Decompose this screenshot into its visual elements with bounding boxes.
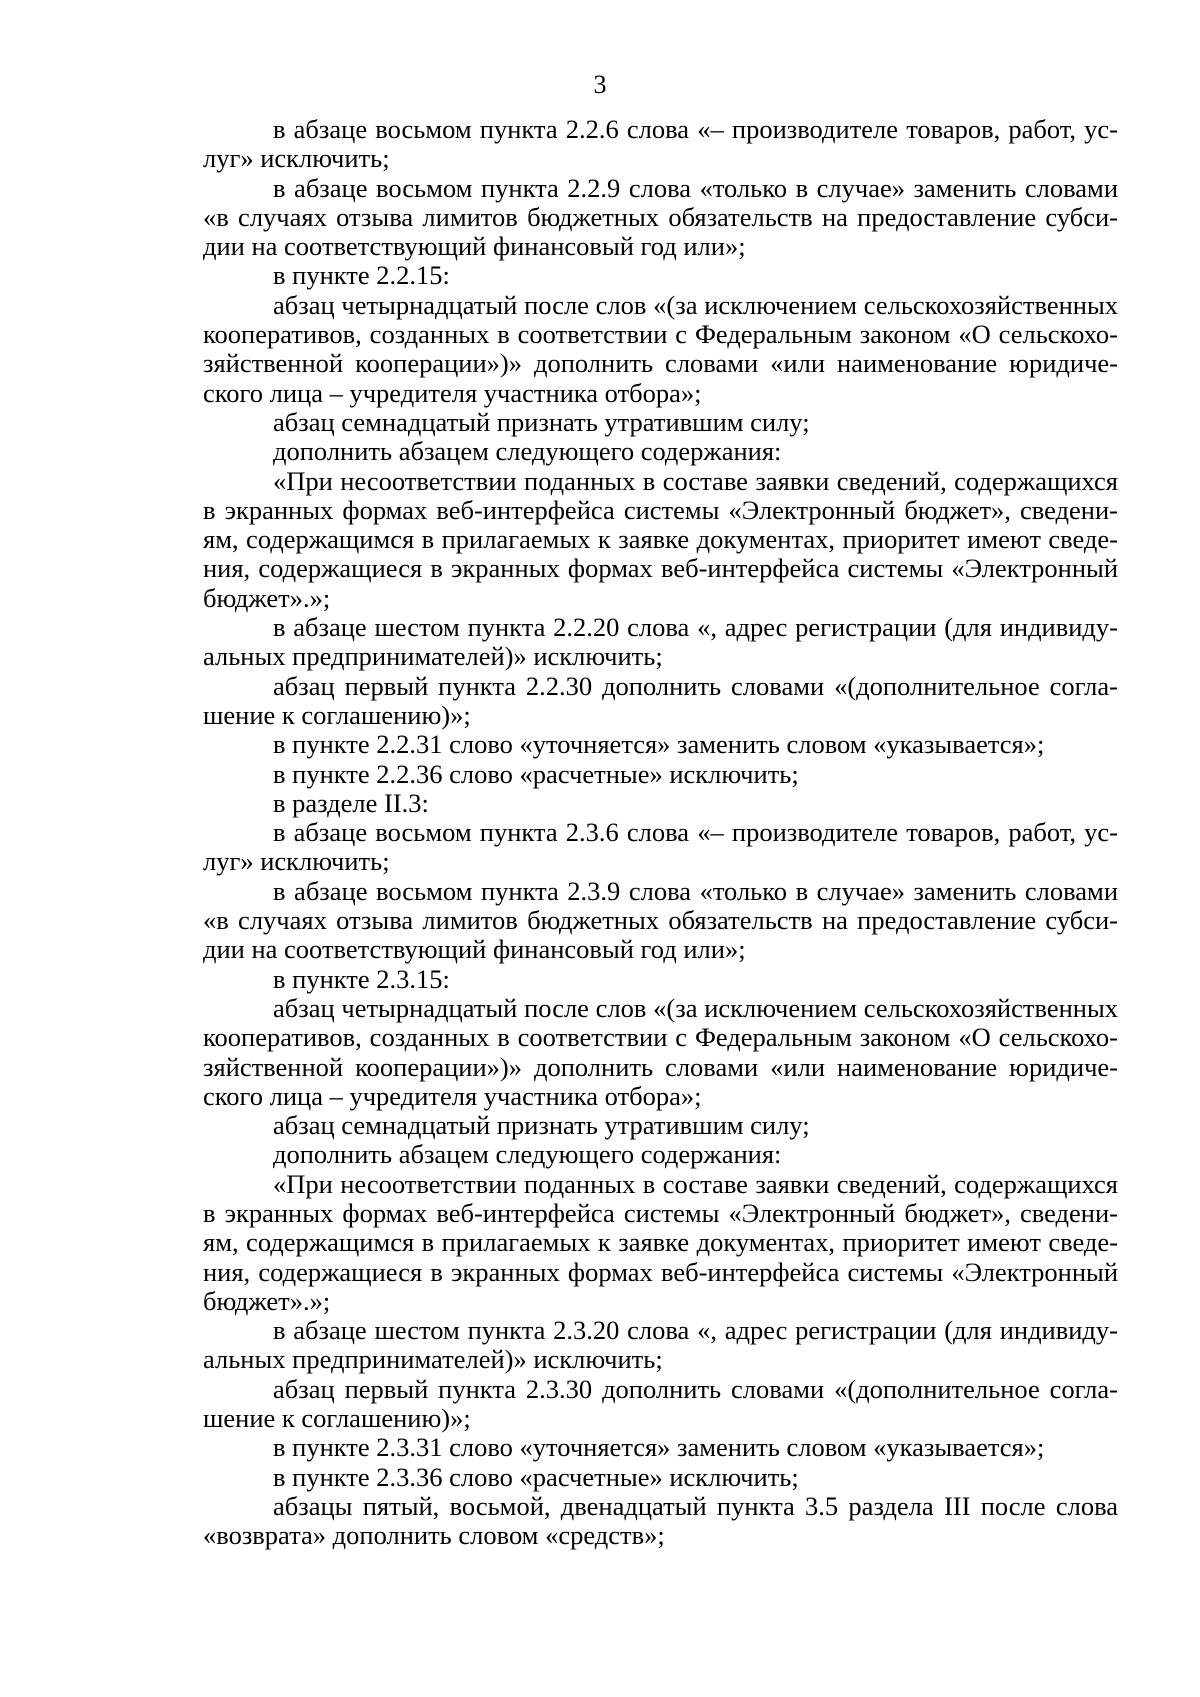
paragraph: абзац семнадцатый признать утратившим силу; (273, 406, 810, 437)
paragraph: абзац первый пункта 2.2.30 дополнить словами «(дополнительное соглашение к соглашению)»; (203, 670, 1118, 730)
document-body (203, 115, 1118, 1551)
paragraph: в пункте 2.3.15: (273, 963, 450, 994)
paragraph: абзацы пятый, восьмой, двенадцатый пункта 3.5 раздела III после слова «возврата» дополнить словом «средств»; (203, 1490, 1118, 1551)
paragraph: в абзаце восьмом пункта 2.2.6 слова «– производителе товаров, работ, услуг» исключить; (203, 114, 1118, 174)
paragraph: абзац четырнадцатый после слов «(за исключением сельскохозяйственных кооперативов, созданных в соответствии с Федеральным законом «О сельскохозяйственной кооперации»)» дополнить словами «или наименование юридического лица – учредителя участника отбора»; (203, 289, 1118, 408)
paragraph: в пункте 2.3.31 слово «уточняется» заменить словом «указывается»; (273, 1432, 1045, 1463)
paragraph: в абзаце шестом пункта 2.3.20 слова «, адрес регистрации (для индивидуальных предпринимателей)» исключить; (203, 1315, 1118, 1375)
paragraph: в пункте 2.2.36 слово «расчетные» исключить; (273, 758, 799, 789)
paragraph: в абзаце восьмом пункта 2.2.9 слова «только в случае» заменить словами «в случаях отзыва лимитов бюджетных обязательств на предоставление субсидии на соответствующий финансовый год или»; (203, 172, 1118, 262)
page-number: 3 (593, 70, 607, 99)
paragraph: в абзаце восьмом пункта 2.3.9 слова «только в случае» заменить словами «в случаях отзыва лимитов бюджетных обязательств на предоставление субсидии на соответствующий финансовый год или»; (203, 875, 1118, 965)
paragraph: дополнить абзацем следующего содержания: (273, 1139, 782, 1170)
paragraph: в абзаце восьмом пункта 2.3.6 слова «– производителе товаров, работ, услуг» исключить; (203, 817, 1118, 877)
paragraph: в пункте 2.3.36 слово «расчетные» исключить; (273, 1461, 799, 1492)
paragraph: в пункте 2.2.31 слово «уточняется» заменить словом «указывается»; (273, 729, 1045, 760)
paragraph: абзац семнадцатый признать утратившим силу; (273, 1110, 810, 1141)
paragraph: абзац четырнадцатый после слов «(за исключением сельскохозяйственных кооперативов, созданных в соответствии с Федеральным законом «О сельскохозяйственной кооперации»)» дополнить словами «или наименование юридического лица – учредителя участника отбора»; (203, 992, 1118, 1111)
paragraph: дополнить абзацем следующего содержания: (273, 436, 782, 467)
paragraph: в разделе II.3: (273, 787, 429, 818)
paragraph: в абзаце шестом пункта 2.2.20 слова «, адрес регистрации (для индивидуальных предпринимателей)» исключить; (203, 612, 1118, 672)
paragraph: «При несоответствии поданных в составе заявки сведений, содержащихся в экранных формах веб-интерфейса системы «Электронный бюджет», сведениям, содержащимся в прилагаемых к заявке документах, приоритет имеют сведения, содержащиеся в экранных формах веб-интерфейса системы «Электронный бюджет».»; (203, 465, 1118, 613)
paragraph: в пункте 2.2.15: (273, 260, 450, 291)
paragraph: «При несоответствии поданных в составе заявки сведений, содержащихся в экранных формах веб-интерфейса системы «Электронный бюджет», сведениям, содержащимся в прилагаемых к заявке документах, приоритет имеют сведения, содержащиеся в экранных формах веб-интерфейса системы «Электронный бюджет».»; (203, 1168, 1118, 1316)
paragraph: абзац первый пункта 2.3.30 дополнить словами «(дополнительное соглашение к соглашению)»; (203, 1373, 1118, 1434)
